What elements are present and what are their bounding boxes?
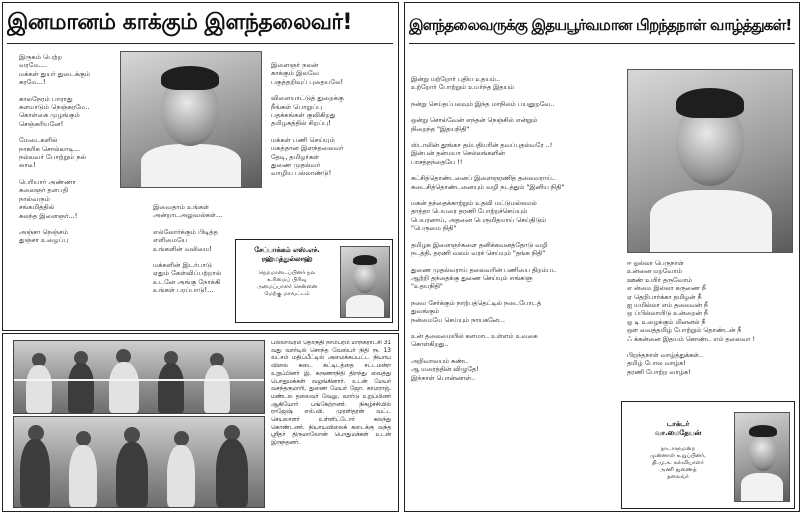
poem-column-a bbox=[19, 53, 111, 323]
sponsor-photo bbox=[734, 412, 790, 502]
sponsor-title: நெறமாடைப்பினர் நல உரிமைப் பிரிவு அமைப்பாளர் சென்னை மேற்கு மாவட்டம் bbox=[256, 270, 318, 297]
wishes-column-a bbox=[411, 75, 623, 505]
closing-wishes: பிறந்தநாள் வாழ்த்துக்கள்.. தமிழ் போல வாழ்க! தரணி போற்ற வாழ்க! bbox=[627, 351, 703, 376]
wish-paragraph: துணை முதல்வராய் தலைவரின் பணியை திறம்பட ஆற்றி தந்தைக்கு துணை செய்யும் எங்களு "உதயநிதி" bbox=[411, 265, 557, 291]
poem-stanza: மக்களின் இடர்பாடு ஏதும் கேள்விப்பற்றால் உடனே அங்கு நோக்கி உங்கள் பரப்பாடு!... bbox=[153, 261, 222, 295]
left-headline: இனமானம் காக்கும் இளந்தலைவர்! bbox=[7, 10, 352, 35]
news-article: பல்லாவரம் தொகுதி நாம்பரம் மாநகராட்சி 31 வது வார்டில் சொந்த வேஸ்பர் நிதி ரூ. 13 லட்சம் மதிப்பீட்டில் அமைக்கப்பட்ட நியாய விலை கடை கட்டிடத்தை சட்டமன்ற உறுப்பினர் இ. கருணாநிதி திறந்து வைத்து பொதுமக்கள் வழங்கினார். உடன் மேயர் வசந்தகுமாரி, துணை மேயர் ஜோ. காமராஜ், மண்டல தலைவர் வேலு, வார்டு உறுப்பினர் ஆகியோர் பங்கேற்றனர். நிகழ்ச்சியில் ராஜேஷ் எல்.வி. முரளிதரன் வட்ட செயலாளர் உள்ளிட்டோர் கலந்து கொண்டனர். நியாயவிலைக் கடைக்கு வந்த ஸ்ரீதர் திருமாலோன் பொதுமக்கள் உடன் இருந்தனர். bbox=[271, 340, 391, 447]
headline-rule bbox=[409, 43, 795, 44]
poem-column-b bbox=[271, 61, 389, 261]
poem-stanza: இவைதாம் உங்கள் அன்றாடஅலுவல்கள்... bbox=[153, 203, 223, 220]
wish-paragraph: ஸ்டாலின் தூங்கா தம்பதியரின் தவப்புதல்வரே ..! இன்பன் தன்மயா செல்லங்களின் பாசத்தந்தையே !! bbox=[411, 141, 553, 166]
acrostic-poem: ஈ ஓல்லா பெருநாள் உன்னை மறவோம் ஊண் உயிர் தருவோம் எ ன்மை இல்லா கருணை நீ ஏ தெறிபார்க்கா தமிழன் நீ ஐ யமில்லா எம் தலைவன் நீ ஒ ப்பில்லாயிடு உன்றைன் நீ ஓ டி உழைக்கும் மினனல் நீ ஔ வைத்தமிழ் போற்றும் தொண்டன் நீ ஃ க்கன்னை இதயம் கொண்ட எம் தலைவா ! bbox=[627, 259, 756, 343]
event-photo-top bbox=[13, 340, 265, 414]
wish-paragraph: நமை சேர்க்கும் நாற்பத்தெட்டில் நடைபோடத் துவங்கும் நன்மையே செய்யும் நாயகனே... bbox=[411, 298, 542, 324]
wish-paragraph: அறிவாலயம் கண்ட ஆ மரைத்தின் விழுதே! இந்நாள் பொன்னாள்.. bbox=[411, 356, 479, 382]
headline-rule bbox=[7, 43, 393, 44]
sponsor-name: சேப்பாக்கம் எஸ்.எச். ரஹ்மத்துல்லாஹ் bbox=[254, 246, 320, 263]
poem-stanza: விளையாட்டுத் துறைக்கு நீங்கள் பொறுப்பு பதக்கங்கள் குவிகிறது தமிழகத்தில் சிறப்பு! bbox=[271, 94, 344, 128]
sponsor-photo bbox=[340, 246, 390, 318]
left-tribute-panel bbox=[2, 2, 399, 331]
poem-stanza: மேடைகளில் நாகரிக சொல்லாடி... நல்லவர் போற்றும் நல் லாடீ! bbox=[19, 136, 87, 170]
event-photo-bottom bbox=[13, 416, 265, 508]
leader-portrait-photo-right bbox=[627, 69, 793, 253]
right-headline: இளந்தலைவருக்கு இதயபூர்வமான பிறந்தநாள் வாழ்த்துகள்! bbox=[409, 16, 792, 34]
wish-paragraph: நன்று செய்தப்பலவும் இந்த மாநிலம் பயனுறவே.. bbox=[411, 99, 555, 108]
wish-paragraph: இன்று மற்றோர் புதிய உதயம்.. உற்றோர் போற்றும் உயர்ந்த இதயம் bbox=[411, 75, 515, 92]
poem-stanza: இருகம் பெற்ற வரமே.... மக்கள் துயர் துடைக்கும் கரமே...! bbox=[19, 53, 91, 87]
poem-stanza: இளைஞர் நலன் காக்கும் இலவே பகுத்தறிவுப் புதையலே! bbox=[271, 61, 344, 86]
sponsor-title: நாடாளுமன்ற முன்னாள் உறுப்பினர், தி.மு.க. கல்வியாளர் அணி துணைத் தலைவர் bbox=[650, 446, 706, 480]
poem-stanza: காலநேரம் பாராது களமாடும் நெஞ்சுரமே.. கொள்கை முழங்கும் செஞ்சுரியனே! bbox=[19, 94, 90, 128]
right-birthday-panel bbox=[404, 2, 800, 512]
poem-stanza: மக்கள் பணி செய்யும் மகத்தான இளந்தலைவர் தேடி, தமிழர்கள் துணை முதல்வர் வாழிய பல்லாண்டு! bbox=[271, 135, 344, 178]
news-photo-panel bbox=[2, 333, 399, 512]
poem-stanza: பெரியார் அண்ணா கலைஞர் தளபதி நால்வரும் சங்கமித்தில் கலந்த இளைஞர்...! bbox=[19, 177, 78, 220]
leader-portrait-photo bbox=[120, 51, 262, 188]
wish-paragraph: கட்சித்தொண்டனைப் இளைஞரணித் தலைவராய்.. கடைசித்தொண்டனையும் வழி நடத்தும் "இனிய நிதி" bbox=[411, 174, 565, 191]
poem-stanza: அஞ்சா நெஞ்சம் துஞ்சா உழைப்பு bbox=[19, 227, 69, 245]
sponsor-card-left bbox=[235, 239, 393, 323]
wish-paragraph: ஒன்று சொல்வேன் எந்தன் நெஞ்சில் என்றும் நிறைந்த "இதயநிதி" bbox=[411, 116, 538, 133]
wish-paragraph: தமிழக இளைஞர்களை தனிக்கவனத்தோடு வழி நடத்தி, தரணி வலம் வரச் செய்யும் "தங்க நிதி" bbox=[411, 240, 548, 258]
poem-stanza: எல்லோர்க்கும் பிடித்த எளிமையே உங்களின் வலிமை! bbox=[153, 227, 218, 253]
sponsor-name: டாக்டர் வா.மைதேயன் bbox=[654, 420, 702, 437]
wish-paragraph: மகன் தந்தைக்காற்றும் உதவி மட்டுமல்லமல் தாத்தா பெயரை தரணி போற்றச்செய்யும் பெயரனாய், அதனை பெருமிதமாய் செய்திடும் "பெருமை நிதி" bbox=[411, 199, 547, 233]
sponsor-card-right bbox=[621, 401, 795, 509]
wish-paragraph: உன் தலைமையில் களமாட உள்ளம் உவகை கொள்கிறது.. bbox=[411, 331, 538, 349]
wishes-column-b bbox=[627, 259, 795, 389]
